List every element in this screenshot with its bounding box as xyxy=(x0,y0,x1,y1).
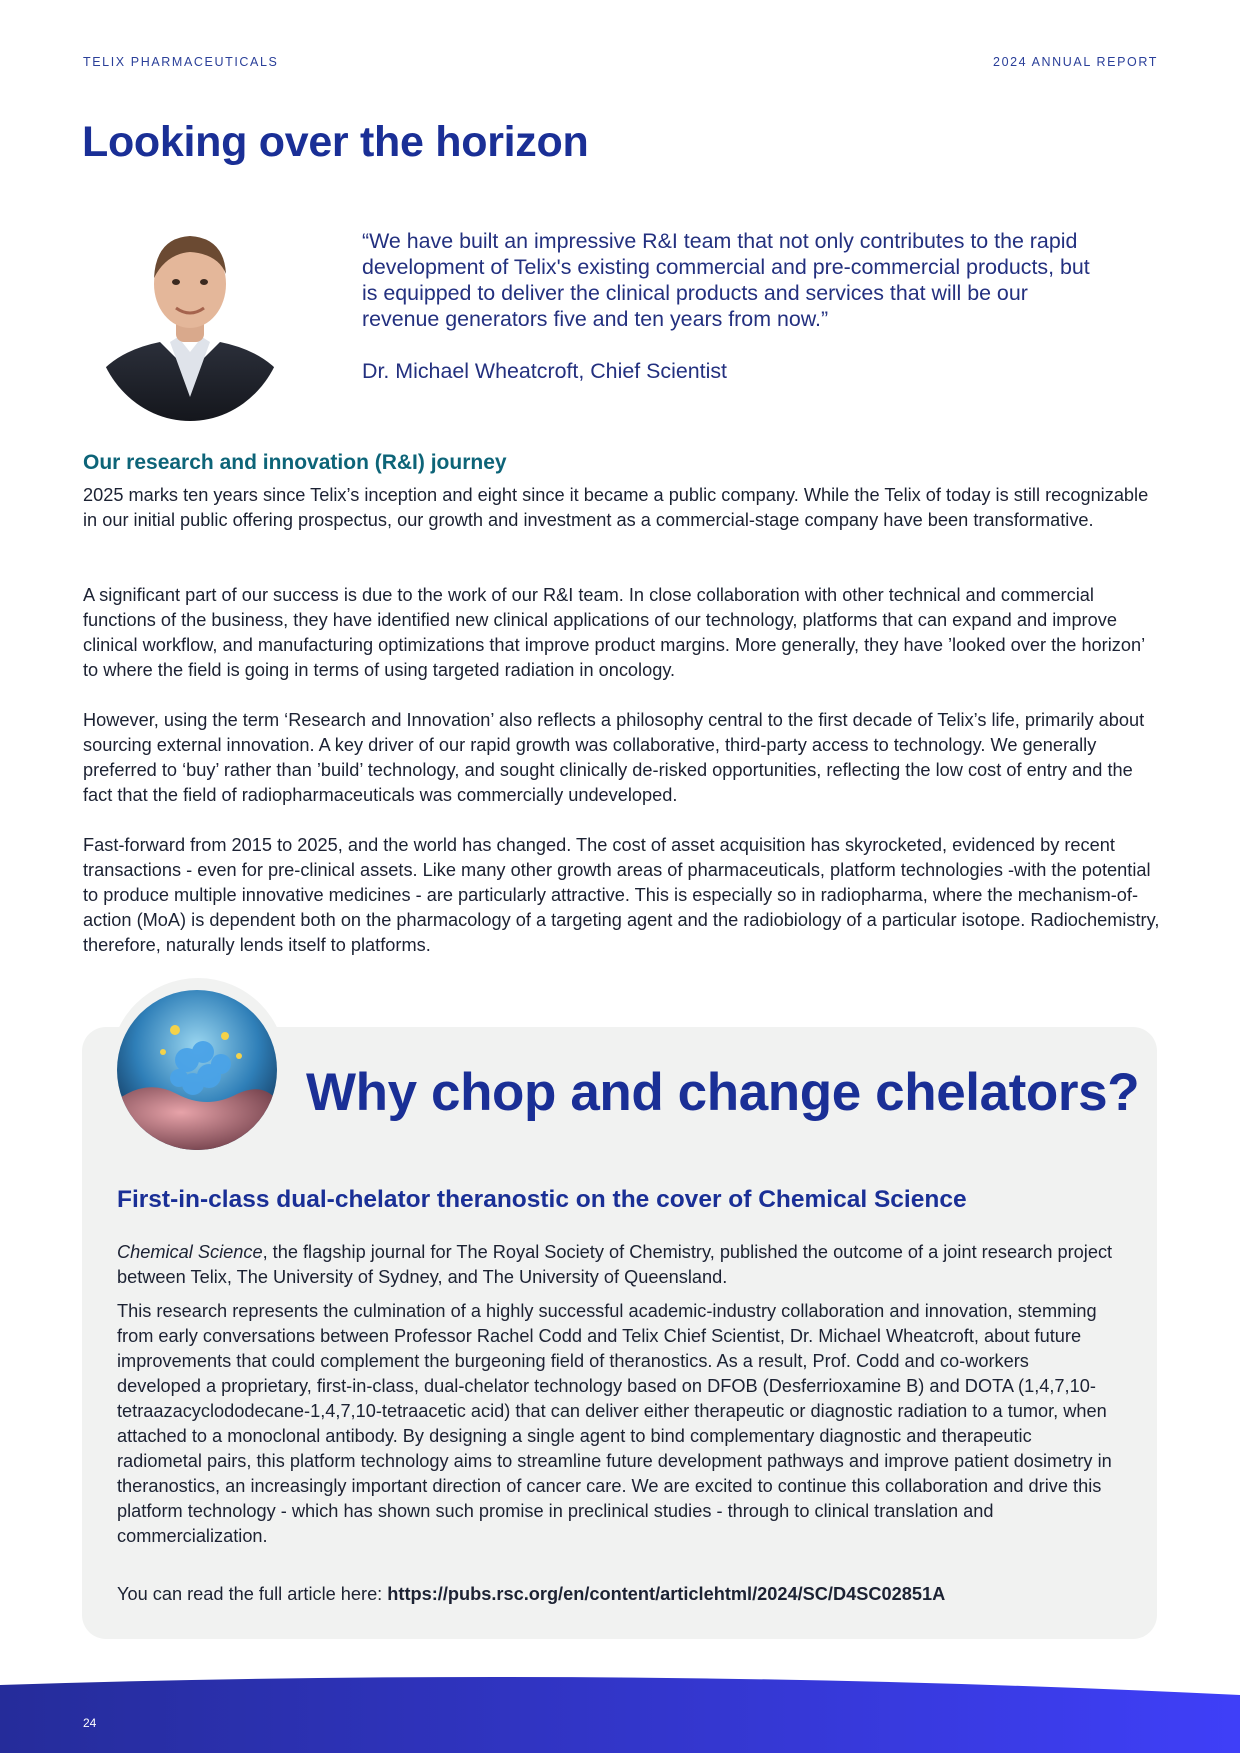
article-link-line xyxy=(117,1582,1117,1607)
molecule-illustration xyxy=(117,990,277,1150)
header-report-title: 2024 ANNUAL REPORT xyxy=(993,55,1158,69)
body-paragraph: Fast-forward from 2015 to 2025, and the world has changed. The cost of asset acquisition has skyrocketed, evidenced by recent transactions - even for pre-clinical assets. Like many other growth areas of pharmaceuticals, platform technologies -with the potential to produce multiple innovative medicines - are particularly attractive. This is especially so in radiopharma, where the mechanism-of-action (MoA) is dependent both on the pharmacology of a targeting agent and the radiobiology of a particular isotope. Radiochemistry, therefore, naturally lends itself to platforms. xyxy=(83,835,1160,955)
body-paragraph: However, using the term ‘Research and Innovation’ also reflects a philosophy central to the first decade of Telix’s life, primarily about sourcing external innovation. A key driver of our rapid growth was collaborative, third-party access to technology. We generally preferred to ‘buy’ rather than ’build’ technology, and sought clinically de-risked opportunities, reflecting the low cost of entry and the fact that the field of radiopharmaceuticals was commercially undeveloped. xyxy=(83,710,1145,805)
body-paragraph: A significant part of our success is due to the work of our R&I team. In close collaboration with other technical and commercial functions of the business, they have identified new clinical applications of our technology, platforms that can expand and improve clinical workflow, and manufacturing optimizations that improve product margins. More generally, they have ’looked over the horizon’ to where the field is going in terms of using targeted radiation in oncology. xyxy=(83,585,1145,680)
chief-scientist-portrait xyxy=(90,212,290,422)
article-link[interactable]: https://pubs.rsc.org/en/content/articlehtml/2024/SC/D4SC02851A xyxy=(387,1584,946,1604)
callout-paragraph xyxy=(117,1240,1117,1290)
callout-subtitle: First-in-class dual-chelator theranostic on the cover of Chemical Science xyxy=(117,1186,967,1213)
section-heading: Our research and innovation (R&I) journey xyxy=(83,451,507,474)
callout-paragraph: This research represents the culmination of a highly successful academic-industry collaboration and innovation, stemming from early conversations between Professor Rachel Codd and Telix Chief Scientist, Dr. Michael Wheatcroft, about future improvements that could complement the burgeoning field of theranostics. As a result, Prof. Codd and co-workers developed a proprietary, first-in-class, dual-chelator technology based on DFOB (Desferrioxamine B) and DOTA (1,4,7,10-tetraazacyclododecane-1,4,7,10-tetraacetic acid) that can deliver either therapeutic or diagnostic radiation to a tumor, when attached to a monoclonal antibody. By designing a single agent to bind complementary diagnostic and therapeutic radiometal pairs, this platform technology aims to streamline future development pathways and improve patient dosimetry in theranostics, an increasingly important direction of cancer care. We are excited to continue this collaboration and drive this platform technology - which has shown such promise in preclinical studies - through to clinical translation and commercialization. xyxy=(117,1301,1112,1546)
body-paragraph: 2025 marks ten years since Telix’s inception and eight since it became a public company. While the Telix of today is still recognizable in our initial public offering prospectus, our growth and investment as a commercial-stage company have been transformative. xyxy=(83,485,1149,530)
callout-title: Why chop and change chelators? xyxy=(306,1063,1140,1122)
pull-quote: “We have built an impressive R&I team that not only contributes to the rapid development of Telix's existing commercial and pre-commercial products, but is equipped to deliver the clinical products and services that will be our revenue generators five and ten years from now.” xyxy=(362,229,1090,331)
link-intro: You can read the full article here: xyxy=(117,1584,388,1604)
header-company-name: TELIX PHARMACEUTICALS xyxy=(83,55,279,69)
page-title: Looking over the horizon xyxy=(82,118,589,166)
callout-paragraph-text: , the flagship journal for The Royal Society of Chemistry, published the outcome of a joint research project between Telix, The University of Sydney, and The University of Queensland. xyxy=(117,1242,1113,1287)
footer-wave xyxy=(0,1675,1240,1753)
page-number: 24 xyxy=(83,1716,97,1730)
quote-attribution: Dr. Michael Wheatcroft, Chief Scientist xyxy=(362,359,727,383)
journal-name: Chemical Science xyxy=(117,1242,263,1262)
